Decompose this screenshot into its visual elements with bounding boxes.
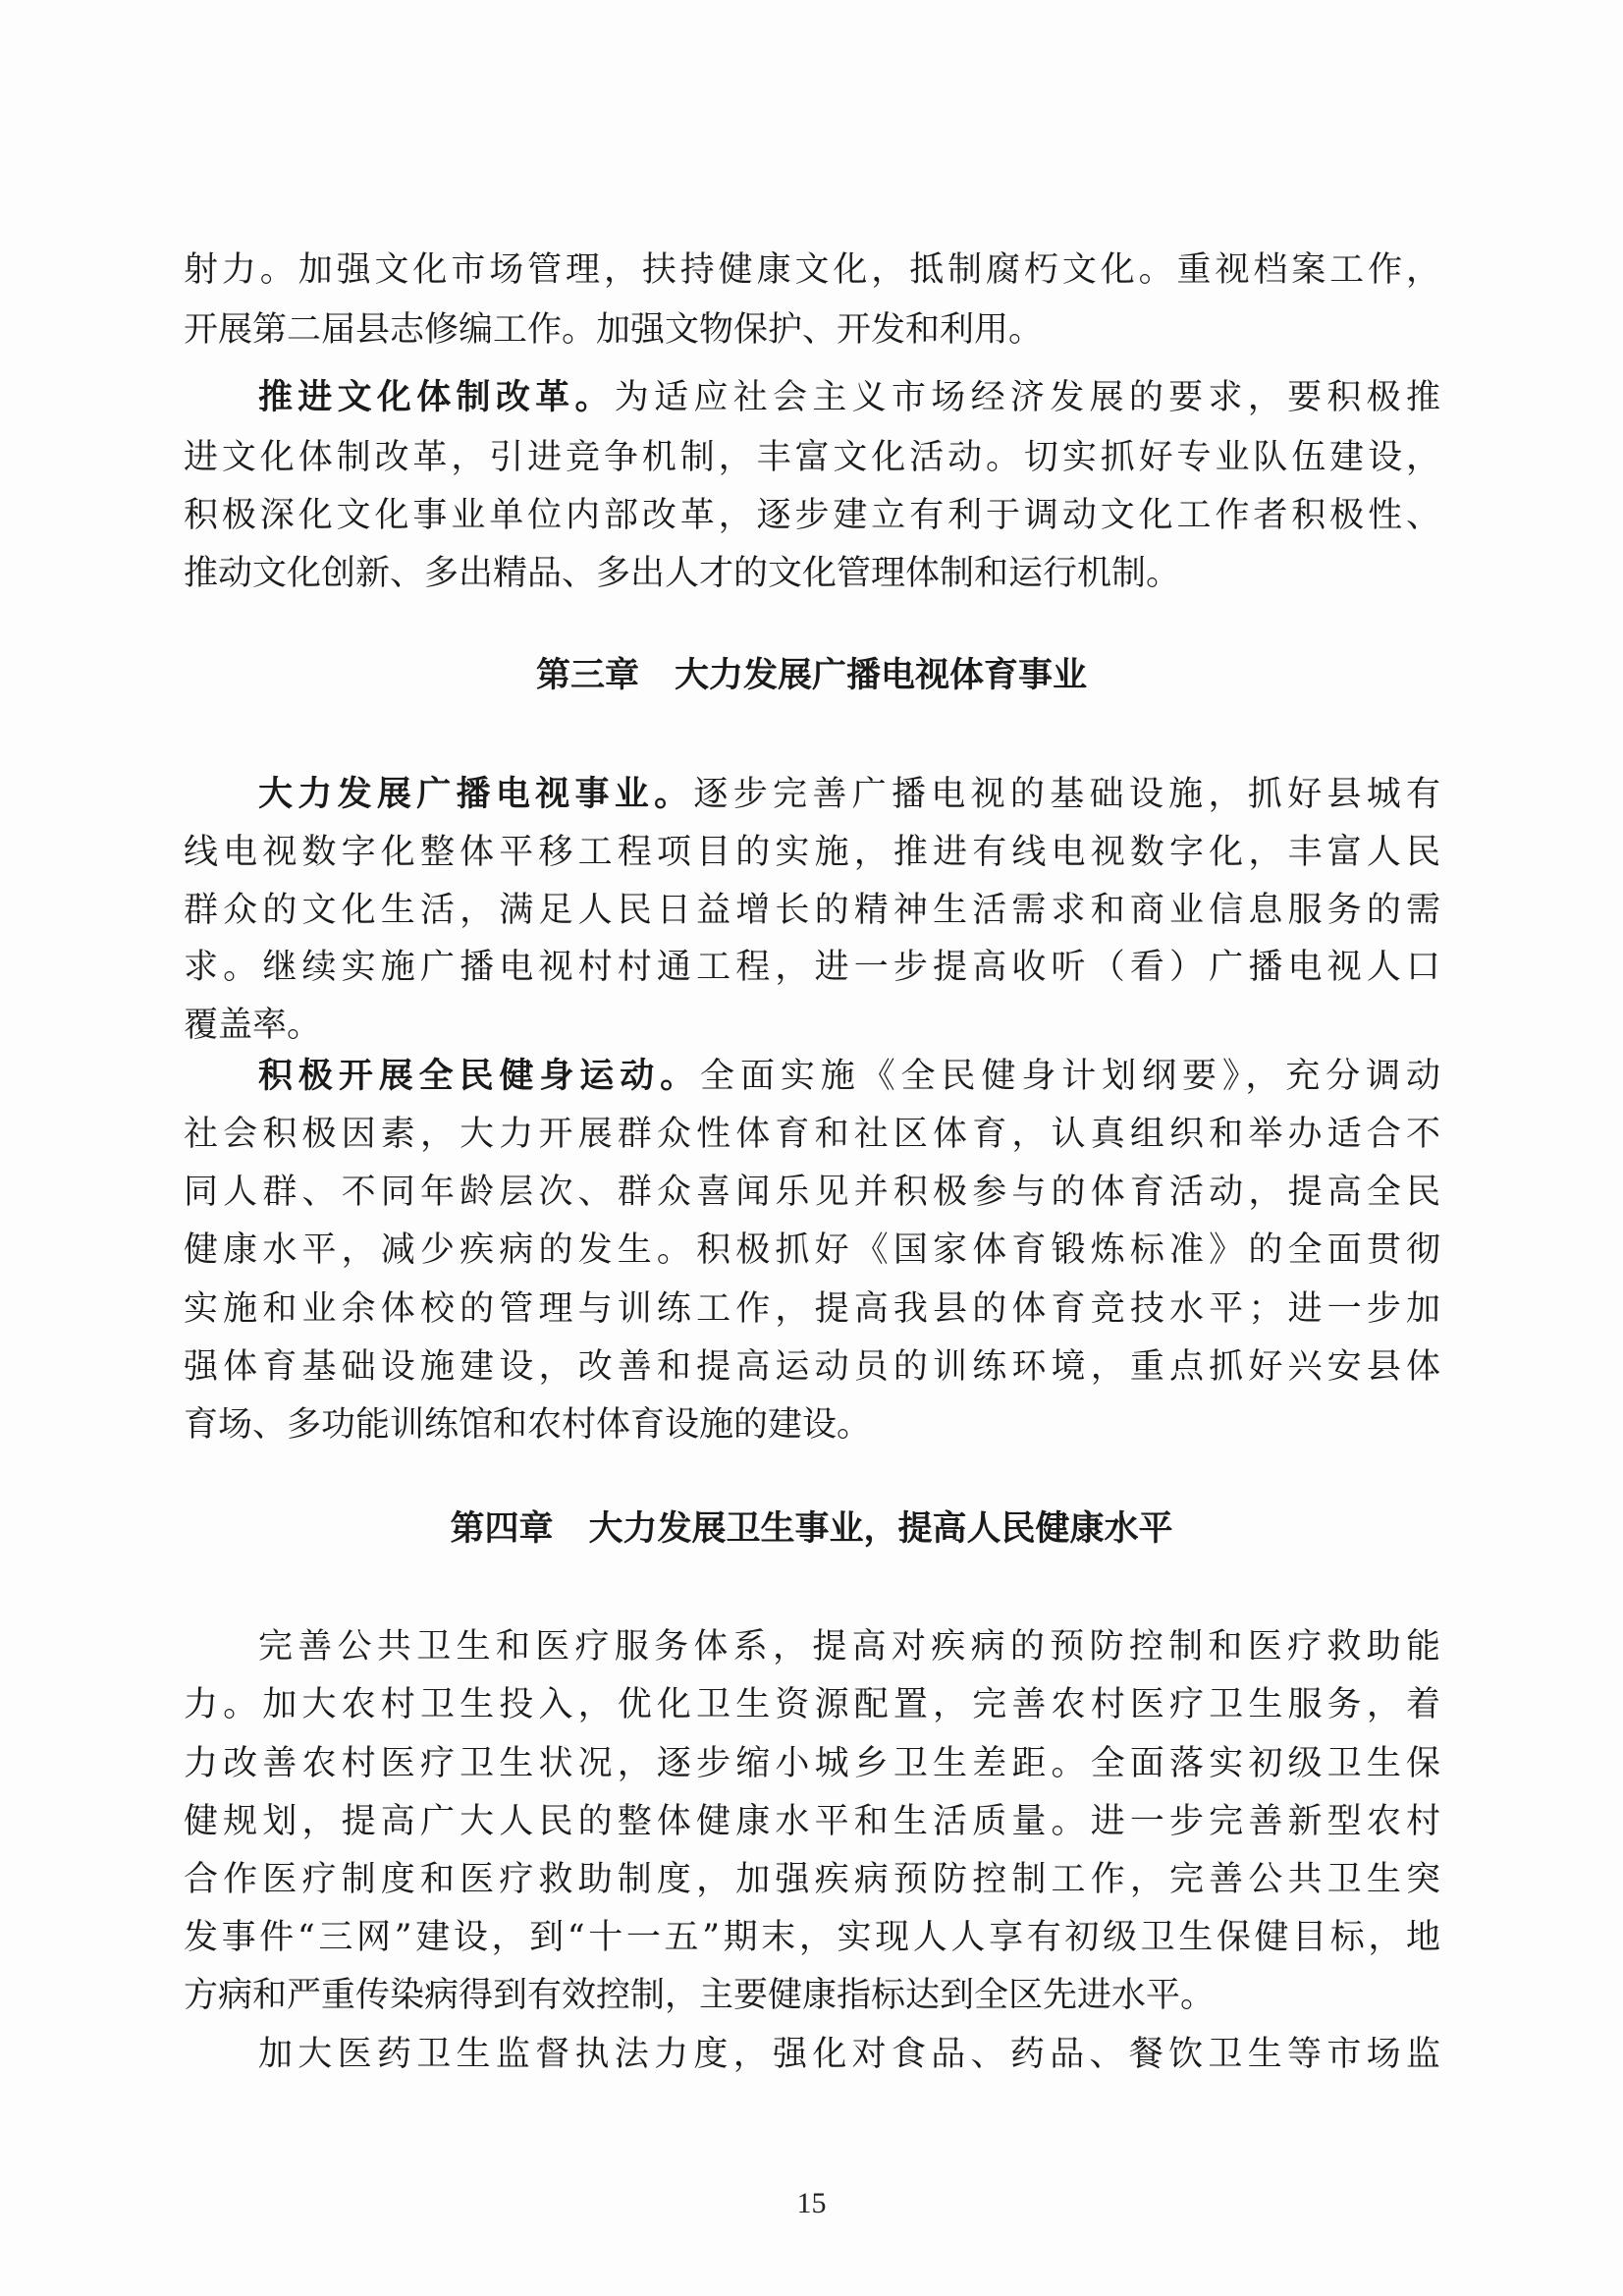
- paragraph-lead-bold: 大力发展广播电视事业。: [258, 775, 694, 814]
- paragraph-first-line: 完善公共卫生和医疗服务体系，提高对疾病的预防控制和医疗救助能: [258, 1627, 1440, 1667]
- paragraph-line: 线电视数字化整体平移工程项目的实施，推进有线电视数字化，丰富人民: [184, 833, 1440, 872]
- paragraph-line: 求。继续实施广播电视村村通工程，进一步提高收听（看）广播电视人口: [184, 948, 1440, 987]
- paragraph-line: 合作医疗制度和医疗救助制度，加强疾病预防控制工作，完善公共卫生突: [184, 1860, 1440, 1899]
- chapter-title: 大力发展广播电视体育事业: [675, 656, 1088, 695]
- paragraph-line: 实施和业余体校的管理与训练工作，提高我县的体育竞技水平；进一步加: [184, 1289, 1440, 1329]
- paragraph-line: 同人群、不同年龄层次、群众喜闻乐见并积极参与的体育活动，提高全民: [184, 1173, 1440, 1212]
- paragraph-line: 射力。加强文化市场管理，扶持健康文化，抵制腐朽文化。重视档案工作，: [184, 250, 1440, 290]
- paragraph-line: 开展第二届县志修编工作。加强文物保护、开发和利用。: [184, 310, 1044, 350]
- paragraph-line: 力改善农村医疗卫生状况，逐步缩小城乡卫生差距。全面落实初级卫生保: [184, 1744, 1440, 1783]
- paragraph-line: 育场、多功能训练馆和农村体育设施的建设。: [184, 1405, 872, 1445]
- paragraph-line: 积极深化文化事业单位内部改革，逐步建立有利于调动文化工作者积极性、: [184, 496, 1440, 535]
- paragraph-line: 发事件“三网”建设，到“十一五”期末，实现人人享有初级卫生保健目标，地: [184, 1918, 1440, 1957]
- paragraph-lead-bold: 推进文化体制改革。: [258, 378, 615, 417]
- paragraph-first-line: 加大医药卫生监督执法力度，强化对食品、药品、餐饮卫生等市场监: [258, 2035, 1440, 2074]
- paragraph-first-line: [258, 772, 1440, 817]
- paragraph-text: 全面实施《全民健身计划纲要》，充分调动: [700, 1057, 1440, 1096]
- paragraph-first-line: [258, 1054, 1440, 1099]
- paragraph-line: 力。加大农村卫生投入，优化卫生资源配置，完善农村医疗卫生服务，着: [184, 1685, 1440, 1724]
- paragraph-line: 社会积极因素，大力开展群众性体育和社区体育，认真组织和举办适合不: [184, 1115, 1440, 1154]
- chapter-heading: [0, 1506, 1623, 1552]
- paragraph-line: 覆盖率。: [184, 1006, 322, 1045]
- paragraph-lead-bold: 积极开展全民健身运动。: [258, 1057, 701, 1096]
- chapter-number: 第四章: [450, 1509, 554, 1549]
- paragraph-line: 推动文化创新、多出精品、多出人才的文化管理体制和运行机制。: [184, 554, 1181, 593]
- paragraph-line: 健规划，提高广大人民的整体健康水平和生活质量。进一步完善新型农村: [184, 1802, 1440, 1841]
- page-number: 15: [796, 2187, 827, 2219]
- paragraph-first-line: [258, 375, 1440, 420]
- chapter-number: 第三章: [535, 656, 639, 695]
- paragraph-line: 群众的文化生活，满足人民日益增长的精神生活需求和商业信息服务的需: [184, 891, 1440, 930]
- paragraph-line: 方病和严重传染病得到有效控制，主要健康指标达到全区先进水平。: [184, 1976, 1216, 2015]
- chapter-heading: [0, 653, 1623, 698]
- paragraph-text: 逐步完善广播电视的基础设施，抓好县城有: [693, 775, 1441, 814]
- paragraph-text: 为适应社会主义市场经济发展的要求，要积极推: [614, 378, 1440, 417]
- paragraph-line: 健康水平，减少疾病的发生。积极抓好《国家体育锻炼标准》的全面贯彻: [184, 1230, 1440, 1270]
- chapter-title: 大力发展卫生事业，提高人民健康水平: [588, 1509, 1173, 1549]
- paragraph-line: 强体育基础设施建设，改善和提高运动员的训练环境，重点抓好兴安县体: [184, 1347, 1440, 1387]
- paragraph-line: 进文化体制改革，引进竞争机制，丰富文化活动。切实抓好专业队伍建设，: [184, 438, 1440, 477]
